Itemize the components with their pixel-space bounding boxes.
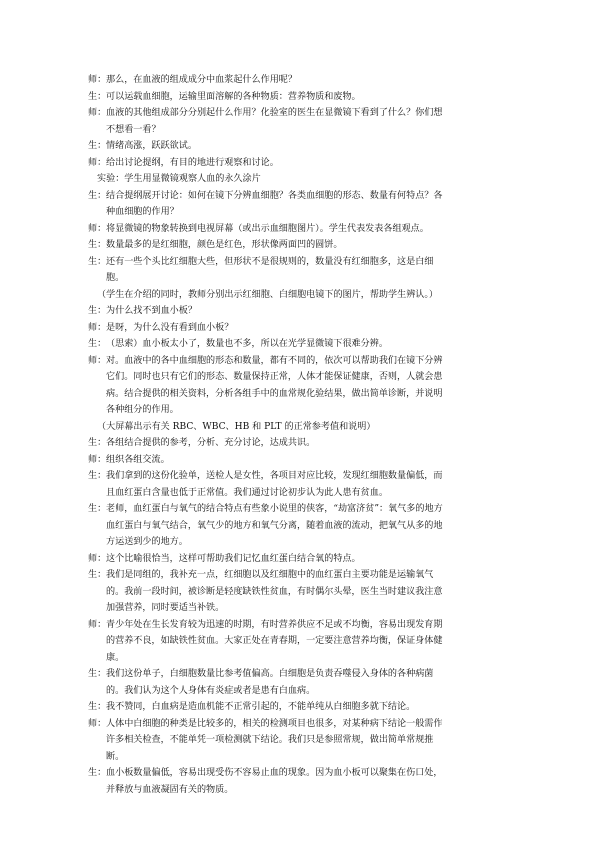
text-line: 这个比喻很恰当，这样可帮助我们记忆血红蛋白结合氧的特点。: [106, 553, 361, 564]
speaker-label: 师 ：: [88, 72, 106, 89]
narration-line: [88, 419, 528, 436]
speaker-label: 师 ：: [88, 221, 106, 238]
dialogue-line: [88, 237, 528, 254]
text-line: 血小板数量偏低，容易出现受伤不容易止血的现象。因为血小板可以聚集在伤口处，: [106, 768, 443, 778]
speaker-label: 生 ：: [88, 254, 106, 271]
dialogue-line: [88, 699, 528, 716]
dialogue-line: [88, 452, 528, 469]
speaker-label: 师 ：: [88, 617, 106, 634]
text-line: 不想看一看？: [106, 124, 161, 135]
speaker-label: 师 ：: [88, 353, 106, 370]
dialogue-line: [88, 765, 528, 798]
text-line: 人体中白细胞的种类是比较多的，相关的检测项目也很多，对某种病下结论一般需作: [106, 718, 443, 729]
dialogue-line: [88, 468, 528, 501]
dialogue-line: [88, 353, 528, 419]
text-line: 可以运载血细胞，运输里面溶解的各种物质：营养物质和废物。: [106, 91, 361, 102]
dialogue-line: [88, 567, 528, 617]
dialogue-line: [88, 320, 528, 337]
speaker-label: 生 ：: [88, 567, 106, 584]
text-line: 病。结合提供的相关资料，分析各组手中的血常规化验结果，做出简单诊断，并说明: [106, 388, 443, 399]
dialogue-line: [88, 138, 528, 155]
speaker-label: 生 ：: [88, 303, 106, 320]
text-line: （思索）血小板太小了，数量也不多，所以在光学显微镜下很难分辨。: [106, 339, 388, 349]
text-line: 老师，血红蛋白与氧气的结合特点有些象小说里的侠客，“劫富济贫”：氧气多的地方: [106, 504, 443, 514]
speaker-label: 生 ：: [88, 501, 106, 518]
dialogue-line: [88, 303, 528, 320]
text-line: 组织各组交流。: [106, 454, 170, 465]
text-line: 青少年处在生长发育较为迅速的时期，有时营养供应不足或不均衡，容易出现发育期: [106, 619, 443, 630]
text-line: 血红蛋白与氧气结合，氧气少的地方和氧气分离，随着血液的流动，把氧气从多的地: [106, 520, 443, 531]
text-line: 加强营养，同时要适当补铁。: [106, 603, 225, 613]
text-line: 我们拿到的这份化验单，送检人是女性，各项目对应比较，发现红细胞数量偏低，而: [106, 471, 443, 481]
speaker-label: 师 ：: [88, 155, 106, 172]
text-line: 种血细胞的作用？: [106, 207, 179, 217]
text-line: 各种组分的作用。: [106, 405, 179, 415]
text-line: 是呀，为什么没有看到血小板？: [106, 322, 234, 333]
speaker-label: 师 ：: [88, 716, 106, 733]
dialogue-line: [88, 435, 528, 452]
text-line: 还有一些个头比红细胞大些，但形状不是很规则的，数量没有红细胞多，这是白细: [106, 256, 434, 267]
speaker-label: 生 ：: [88, 138, 106, 155]
text-line: 那么，在血液的组成成分中血浆起什么作用呢？: [106, 75, 297, 85]
text-line: 胞。: [106, 273, 125, 283]
text-line: 对。血液中的各中血细胞的形态和数量，都有不同的，依次可以帮助我们在镜下分辨: [106, 355, 443, 366]
narration-line: [88, 171, 528, 188]
text-line: 将显微镜的物象转换到电视屏幕（或出示血细胞图片）。学生代表发表各组观点。: [106, 223, 429, 234]
dialogue-line: [88, 716, 528, 766]
text-line: 许多相关检查，不能单凭一项检测就下结论。我们只是参照常规，做出简单常规推: [106, 735, 434, 745]
text-line: 为什么找不到血小板？: [106, 306, 197, 316]
dialogue-line: [88, 501, 528, 551]
dialogue-line: [88, 221, 528, 238]
speaker-label: 师 ：: [88, 452, 106, 469]
dialogue-line: [88, 254, 528, 287]
speaker-label: 生 ：: [88, 765, 106, 782]
dialogue-line: [88, 336, 528, 353]
dialogue-line: [88, 105, 528, 138]
text-line: 结合提纲展开讨论：如何在镜下分辨血细胞？各类血细胞的形态、数量有何特点？各: [106, 190, 443, 201]
narration-line: [88, 287, 528, 304]
text-line: 的。我们认为这个人身体有炎症或者是患有白血病。: [106, 685, 316, 696]
text-line: 断。: [106, 751, 125, 762]
speaker-label: 生 ：: [88, 435, 106, 452]
text-line: 的。我前一段时间，被诊断是轻度缺铁性贫血，有时偶尔头晕，医生当时建议我注意: [106, 586, 443, 597]
text-line: 我不赞同，白血病是造血机能不正常引起的，不能单纯从白细胞多就下结论。: [106, 702, 416, 712]
text-line: 它们。同时也只有它们的形态、数量保持正常，人体才能保证健康，否则，人就会患: [106, 372, 443, 382]
speaker-label: 师 ：: [88, 551, 106, 568]
speaker-label: 生 ：: [88, 699, 106, 716]
text-line: 实验：学生用显微镜观察人血的永久涂片: [97, 174, 261, 184]
speaker-label: 生 ：: [88, 89, 106, 106]
speaker-label: 生 ：: [88, 336, 106, 353]
text-line: （大屏幕出示有关 RBC、WBC、HB 和 PLT 的正常参考值和说明）: [97, 421, 376, 432]
text-line: 情绪高涨，跃跃欲试。: [106, 141, 197, 151]
speaker-label: 师 ：: [88, 105, 106, 122]
dialogue-line: [88, 666, 528, 699]
dialogue-transcript: [88, 72, 528, 798]
speaker-label: 生 ：: [88, 237, 106, 254]
speaker-label: 生 ：: [88, 188, 106, 205]
text-line: 的营养不良，如缺铁性贫血。大家正处在青春期，一定要注意营养均衡，保证身体健: [106, 636, 443, 646]
speaker-label: 师 ：: [88, 320, 106, 337]
text-line: （学生在介绍的同时，教师分别出示红细胞、白细胞电镜下的图片，帮助学生辨认。）: [97, 289, 439, 300]
text-line: 我们是同组的，我补充一点，红细胞以及红细胞中的血红蛋白主要功能是运输氧气: [106, 570, 434, 580]
dialogue-line: [88, 155, 528, 172]
dialogue-line: [88, 89, 528, 106]
text-line: 并释放与血液凝固有关的物质。: [106, 784, 234, 795]
text-line: 给出讨论提纲，有目的地进行观察和讨论。: [106, 157, 279, 168]
dialogue-line: [88, 188, 528, 221]
text-line: 且血红蛋白含量也低于正常值。我们通过讨论初步认为此人患有贫血。: [106, 487, 388, 498]
text-line: 数量最多的是红细胞，颜色是红色，形状像两面凹的圆饼。: [106, 240, 343, 250]
text-line: 各组结合提供的参考，分析、充分讨论，达成共识。: [106, 438, 316, 448]
speaker-label: 生 ：: [88, 666, 106, 683]
text-line: 方运送到少的地方。: [106, 537, 188, 547]
text-line: 我们这份单子，白细胞数量比参考值偏高。白细胞是负责吞噬侵入身体的各种病菌: [106, 669, 434, 679]
text-line: 血液的其他组成部分分别起什么作用？化验室的医生在显微镜下看到了什么？你们想: [106, 108, 443, 118]
dialogue-line: [88, 617, 528, 667]
dialogue-line: [88, 72, 528, 89]
speaker-label: 生 ：: [88, 468, 106, 485]
dialogue-line: [88, 551, 528, 568]
text-line: 康。: [106, 652, 125, 663]
